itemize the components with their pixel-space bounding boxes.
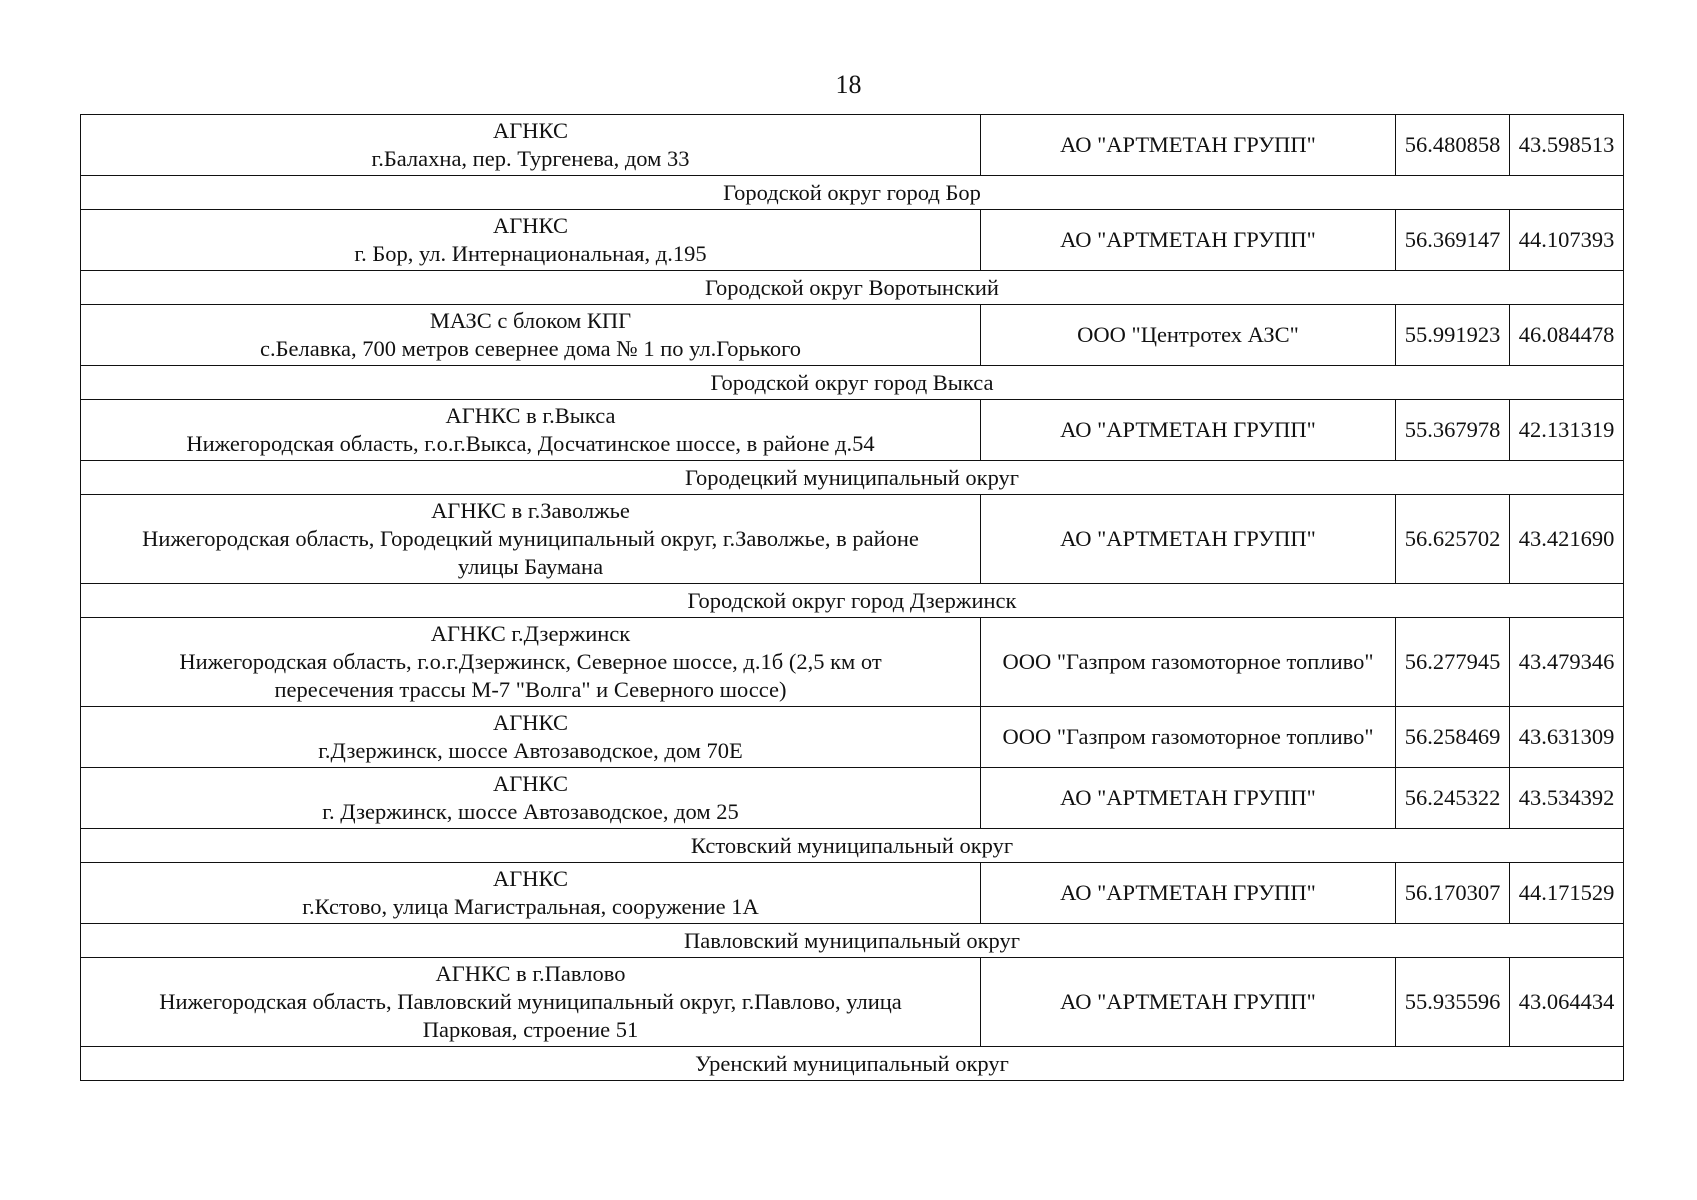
- object-address: г.Кстово, улица Магистральная, сооружение 1А: [302, 894, 759, 919]
- section-title: Уренский муниципальный округ: [81, 1047, 1624, 1081]
- operator-cell: АО "АРТМЕТАН ГРУПП": [981, 115, 1396, 176]
- object-address: Нижегородская область, г.о.г.Дзержинск, Северное шоссе, д.1б (2,5 км от: [179, 649, 882, 674]
- object-cell: [81, 958, 981, 1047]
- table-row: [81, 210, 1624, 271]
- object-cell: [81, 210, 981, 271]
- table-row: [81, 768, 1624, 829]
- object-address: Нижегородская область, Павловский муниципальный округ, г.Павлово, улица: [159, 989, 902, 1014]
- object-name: АГНКС: [493, 771, 568, 796]
- page-number: 18: [835, 70, 862, 99]
- table-row: [81, 495, 1624, 584]
- section-title: Городской округ город Дзержинск: [81, 584, 1624, 618]
- object-address: г.Дзержинск, шоссе Автозаводское, дом 70Е: [318, 738, 743, 763]
- object-cell: [81, 400, 981, 461]
- operator-cell: ООО "Газпром газомоторное топливо": [981, 707, 1396, 768]
- object-cell: [81, 768, 981, 829]
- latitude-cell: 56.480858: [1396, 115, 1510, 176]
- longitude-cell: 43.479346: [1510, 618, 1624, 707]
- object-address: г.Балахна, пер. Тургенева, дом 33: [371, 146, 690, 171]
- longitude-cell: 42.131319: [1510, 400, 1624, 461]
- latitude-cell: 56.625702: [1396, 495, 1510, 584]
- section-title: Городской округ Воротынский: [81, 271, 1624, 305]
- object-cell: [81, 495, 981, 584]
- longitude-cell: 43.534392: [1510, 768, 1624, 829]
- longitude-cell: 46.084478: [1510, 305, 1624, 366]
- latitude-cell: 56.170307: [1396, 863, 1510, 924]
- table-row: [81, 707, 1624, 768]
- object-address: Нижегородская область, г.о.г.Выкса, Досчатинское шоссе, в районе д.54: [186, 431, 875, 456]
- operator-cell: ООО "Центротех АЗС": [981, 305, 1396, 366]
- table-row: [81, 305, 1624, 366]
- longitude-cell: 43.064434: [1510, 958, 1624, 1047]
- operator-cell: АО "АРТМЕТАН ГРУПП": [981, 495, 1396, 584]
- object-cell: [81, 305, 981, 366]
- object-cell: [81, 863, 981, 924]
- latitude-cell: 55.991923: [1396, 305, 1510, 366]
- section-title: Кстовский муниципальный округ: [81, 829, 1624, 863]
- object-name: АГНКС в г.Павлово: [435, 961, 626, 986]
- object-name: АГНКС в г.Заволжье: [431, 498, 630, 523]
- operator-cell: АО "АРТМЕТАН ГРУПП": [981, 210, 1396, 271]
- section-title: Городской округ город Бор: [81, 176, 1624, 210]
- longitude-cell: 43.631309: [1510, 707, 1624, 768]
- object-name: МАЗС с блоком КПГ: [429, 308, 632, 333]
- section-header-row: [81, 829, 1624, 863]
- operator-cell: АО "АРТМЕТАН ГРУПП": [981, 863, 1396, 924]
- object-address: с.Белавка, 700 метров севернее дома № 1 по ул.Горького: [260, 336, 801, 361]
- latitude-cell: 56.277945: [1396, 618, 1510, 707]
- object-address: г. Бор, ул. Интернациональная, д.195: [354, 241, 707, 266]
- table-row: [81, 863, 1624, 924]
- section-header-row: [81, 924, 1624, 958]
- longitude-cell: 43.598513: [1510, 115, 1624, 176]
- object-address: г. Дзержинск, шоссе Автозаводское, дом 25: [322, 799, 739, 824]
- table-body: [81, 115, 1624, 1081]
- section-title: Городской округ город Выкса: [81, 366, 1624, 400]
- operator-cell: АО "АРТМЕТАН ГРУПП": [981, 400, 1396, 461]
- object-name: АГНКС: [493, 213, 568, 238]
- section-title: Городецкий муниципальный округ: [81, 461, 1624, 495]
- operator-cell: АО "АРТМЕТАН ГРУПП": [981, 768, 1396, 829]
- longitude-cell: 44.107393: [1510, 210, 1624, 271]
- latitude-cell: 55.367978: [1396, 400, 1510, 461]
- latitude-cell: 55.935596: [1396, 958, 1510, 1047]
- object-address-continued: улицы Баумана: [457, 554, 604, 579]
- latitude-cell: 56.258469: [1396, 707, 1510, 768]
- operator-cell: АО "АРТМЕТАН ГРУПП": [981, 958, 1396, 1047]
- latitude-cell: 56.245322: [1396, 768, 1510, 829]
- longitude-cell: 44.171529: [1510, 863, 1624, 924]
- latitude-cell: 56.369147: [1396, 210, 1510, 271]
- section-header-row: [81, 584, 1624, 618]
- object-address-continued: Парковая, строение 51: [422, 1017, 639, 1042]
- section-header-row: [81, 271, 1624, 305]
- table-row: [81, 400, 1624, 461]
- object-name: АГНКС в г.Выкса: [445, 403, 616, 428]
- object-name: АГНКС: [493, 710, 568, 735]
- longitude-cell: 43.421690: [1510, 495, 1624, 584]
- table-row: [81, 618, 1624, 707]
- object-name: АГНКС: [493, 118, 568, 143]
- section-header-row: [81, 176, 1624, 210]
- object-cell: [81, 115, 981, 176]
- section-header-row: [81, 366, 1624, 400]
- object-name: АГНКС: [493, 866, 568, 891]
- gas-stations-table: [80, 114, 1624, 1081]
- table-row: [81, 958, 1624, 1047]
- table-row: [81, 115, 1624, 176]
- section-title: Павловский муниципальный округ: [81, 924, 1624, 958]
- object-name: АГНКС г.Дзержинск: [430, 621, 631, 646]
- section-header-row: [81, 1047, 1624, 1081]
- section-header-row: [81, 461, 1624, 495]
- object-cell: [81, 707, 981, 768]
- object-address-continued: пересечения трассы М-7 "Волга" и Северного шоссе): [274, 677, 787, 702]
- object-address: Нижегородская область, Городецкий муниципальный округ, г.Заволжье, в районе: [142, 526, 919, 551]
- object-cell: [81, 618, 981, 707]
- operator-cell: ООО "Газпром газомоторное топливо": [981, 618, 1396, 707]
